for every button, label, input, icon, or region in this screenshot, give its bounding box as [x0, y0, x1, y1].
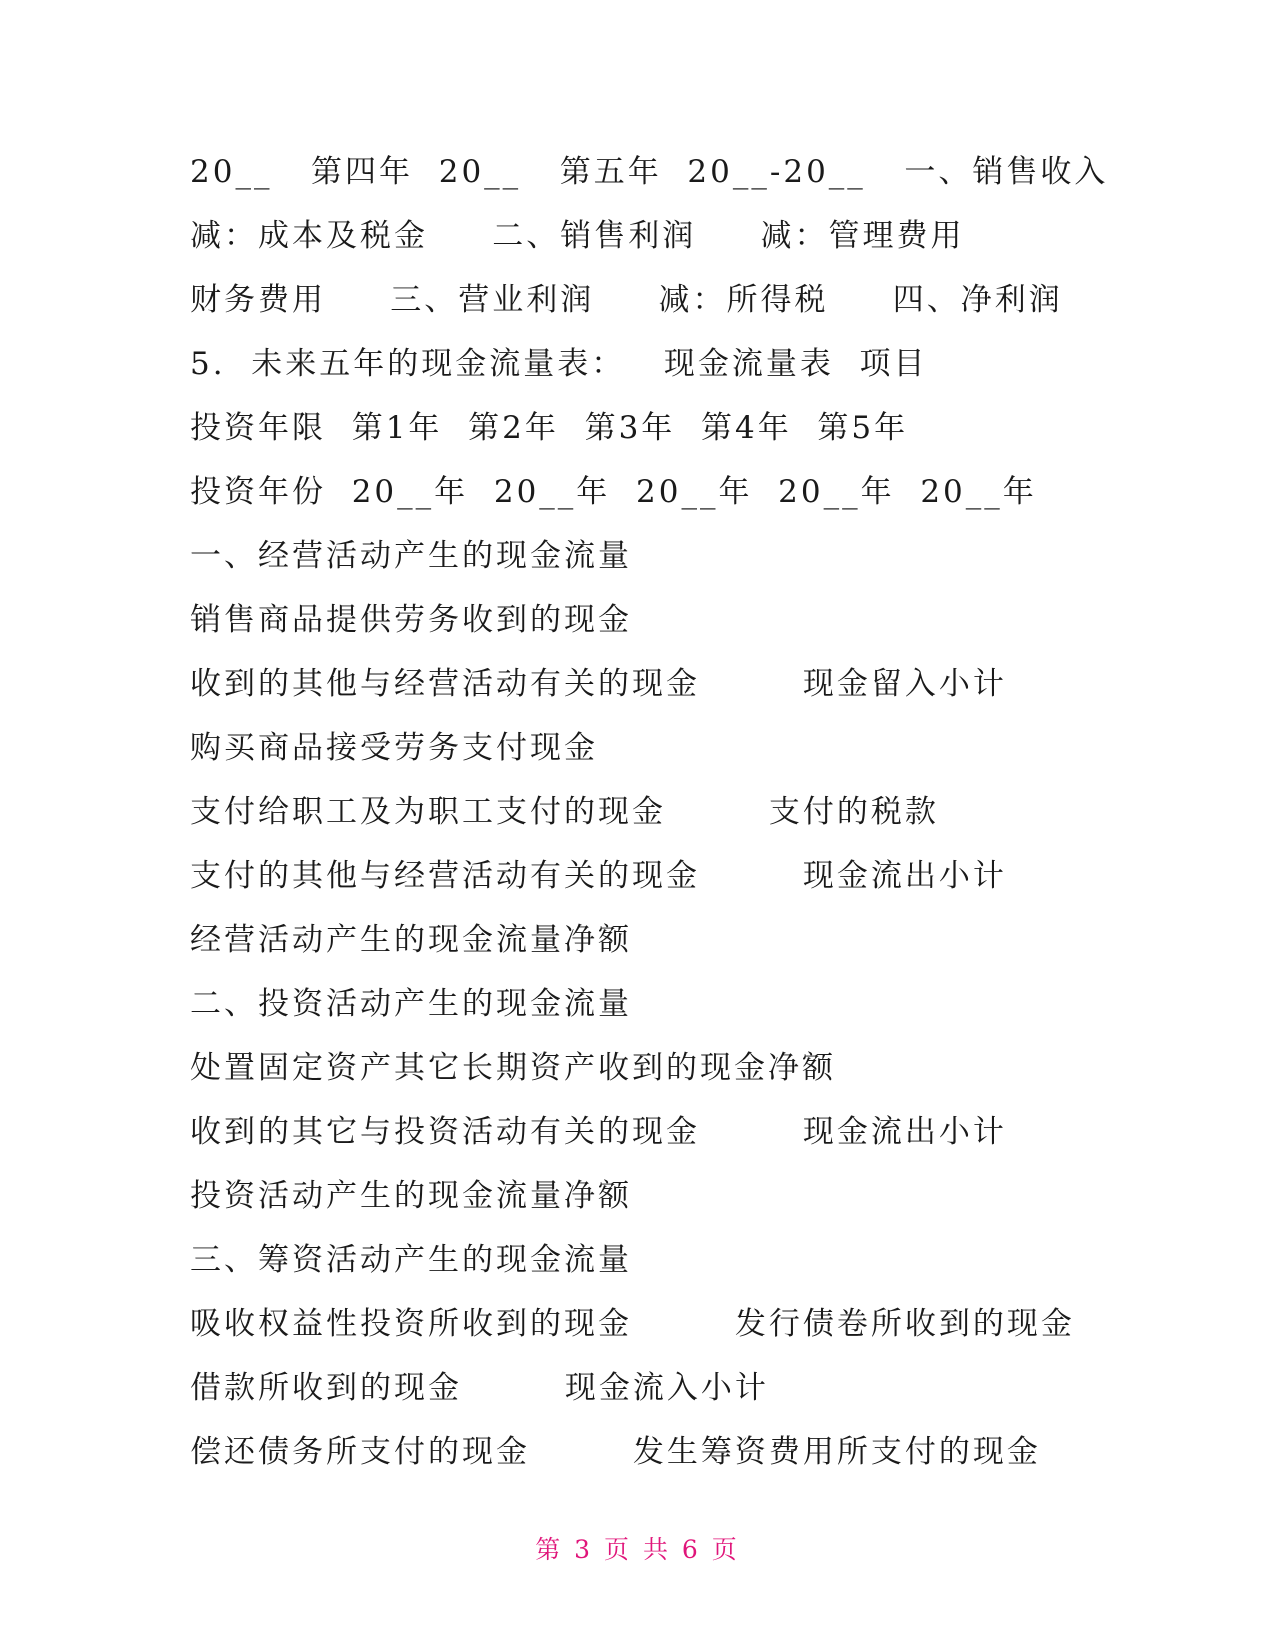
section-heading: 二、投资活动产生的现金流量 — [190, 986, 632, 1022]
text-line: 收到的其它与投资活动有关的现金 现金流出小计 — [190, 1114, 1007, 1150]
text-line: 偿还债务所支付的现金 发生筹资费用所支付的现金 — [190, 1434, 1041, 1470]
text-line: 投资活动产生的现金流量净额 — [190, 1178, 632, 1214]
text-line: 投资年份 20__年 20__年 20__年 20__年 20__年 — [190, 474, 1037, 510]
section-heading: 一、经营活动产生的现金流量 — [190, 538, 632, 574]
document-body — [190, 140, 1130, 1484]
text-line: 处置固定资产其它长期资产收到的现金净额 — [190, 1050, 836, 1086]
text-line: 借款所收到的现金 现金流入小计 — [190, 1370, 769, 1406]
page-number-footer: 第 3 页 共 6 页 — [535, 1535, 740, 1564]
section-heading: 三、筹资活动产生的现金流量 — [190, 1242, 632, 1278]
text-line: 20__ 第四年 20__ 第五年 20__-20__ 一、销售收入 — [190, 154, 1109, 190]
text-line: 收到的其他与经营活动有关的现金 现金留入小计 — [190, 666, 1007, 702]
text-line: 财务费用 三、营业利润 减：所得税 四、净利润 — [190, 282, 1063, 318]
text-line: 吸收权益性投资所收到的现金 发行债卷所收到的现金 — [190, 1306, 1075, 1342]
text-line: 支付给职工及为职工支付的现金 支付的税款 — [190, 794, 939, 830]
text-line: 减：成本及税金 二、销售利润 减：管理费用 — [190, 218, 965, 254]
text-line: 销售商品提供劳务收到的现金 — [190, 602, 632, 638]
text-line: 投资年限 第1年 第2年 第3年 第4年 第5年 — [190, 410, 909, 446]
text-line: 5. 未来五年的现金流量表： 现金流量表 项目 — [190, 346, 928, 382]
text-line: 经营活动产生的现金流量净额 — [190, 922, 632, 958]
text-line: 购买商品接受劳务支付现金 — [190, 730, 598, 766]
text-line: 支付的其他与经营活动有关的现金 现金流出小计 — [190, 858, 1007, 894]
